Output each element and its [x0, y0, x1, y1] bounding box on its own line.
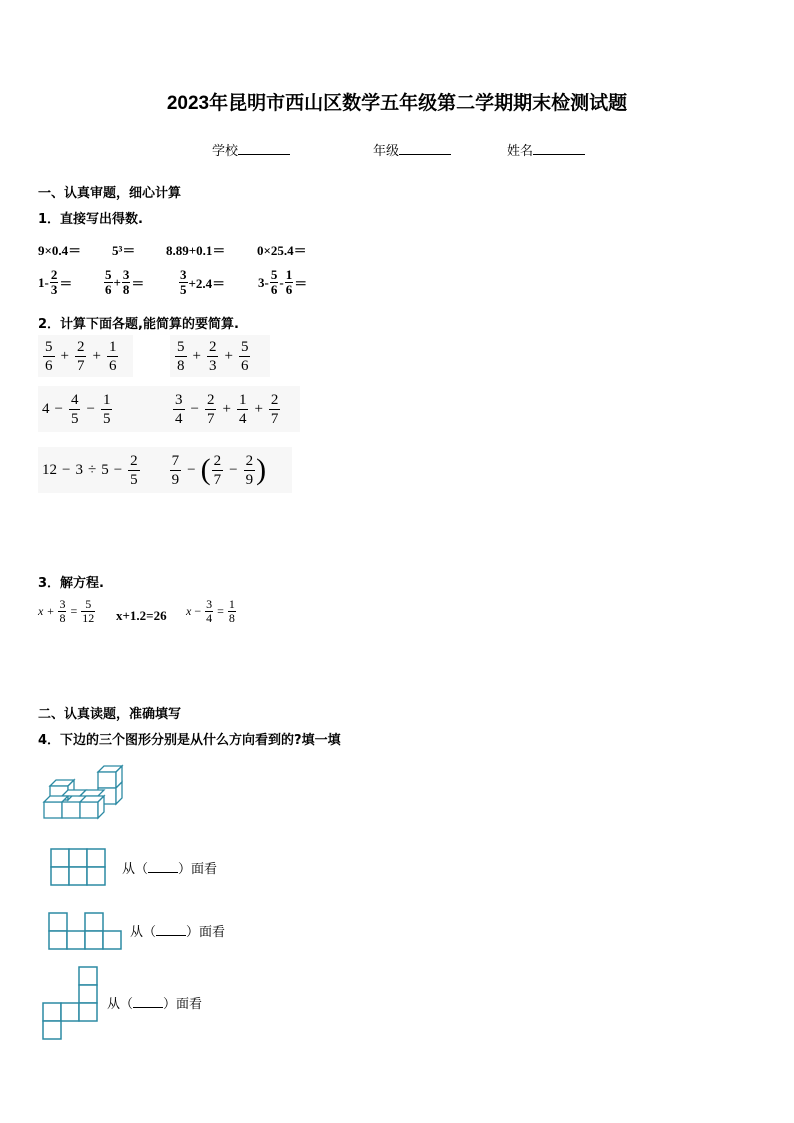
denominator: 9	[171, 471, 180, 488]
numerator: 2	[245, 452, 254, 469]
answer-blank[interactable]	[156, 924, 186, 936]
denominator: 8	[228, 611, 235, 625]
fraction	[212, 452, 224, 489]
name-field	[507, 140, 585, 159]
view-label-1	[122, 858, 217, 877]
numerator: 4	[70, 391, 79, 408]
numerator: 2	[206, 391, 215, 408]
numerator: 2	[130, 452, 138, 469]
fraction	[239, 338, 251, 375]
q1-item-3: 8.89+0.1＝	[166, 243, 226, 258]
left-paren: (	[200, 453, 211, 486]
numerator: 2	[50, 267, 58, 282]
denominator: 7	[213, 471, 222, 488]
denominator: 5	[130, 471, 138, 488]
denominator: 3	[208, 357, 217, 374]
fraction	[244, 452, 256, 489]
grade-blank[interactable]	[399, 142, 451, 155]
q1-item-5-post: ＝	[59, 276, 73, 291]
denominator: 9	[245, 471, 254, 488]
fraction	[179, 268, 188, 297]
school-label: 学校	[212, 144, 239, 159]
q1-item-1: 9×0.4＝	[38, 243, 82, 258]
fraction	[205, 598, 213, 625]
fraction	[173, 391, 185, 428]
numerator: 5	[105, 267, 112, 282]
denominator: 6	[105, 282, 112, 297]
denominator: 5	[180, 282, 187, 297]
cube-stack-figure	[40, 762, 130, 824]
variable: x	[38, 604, 44, 618]
q1-item-8-op: -	[279, 274, 284, 290]
denominator: 5	[102, 410, 111, 427]
answer-blank[interactable]	[133, 996, 163, 1008]
numerator: 5	[240, 338, 249, 355]
fraction	[58, 598, 66, 625]
right-paren: )	[256, 453, 267, 486]
q2-prompt: 2．计算下面各题,能简算的要简算.	[38, 317, 239, 332]
fraction	[50, 268, 59, 297]
q1-item-7	[178, 268, 225, 297]
divide-sign: ÷	[87, 461, 97, 478]
denominator: 8	[59, 611, 66, 625]
numerator: 5	[270, 267, 278, 282]
q1-item-6-post: ＝	[131, 276, 145, 291]
q1-item-8-post: ＝	[294, 276, 308, 291]
numerator: 3	[122, 267, 130, 282]
view-label-from: 从（	[130, 925, 157, 940]
section1-heading: 一、认真审题，细心计算	[38, 186, 182, 201]
number: 12	[42, 461, 57, 478]
plus-sign: +	[92, 347, 101, 364]
fraction	[122, 268, 131, 297]
numerator: 5	[45, 338, 53, 355]
numerator: 3	[59, 597, 66, 611]
plus-sign: +	[224, 347, 233, 364]
minus-sign: −	[54, 400, 63, 417]
numerator: 5	[177, 338, 185, 355]
plus-sign: +	[254, 400, 263, 417]
denominator: 7	[270, 410, 279, 427]
numerator: 3	[180, 267, 187, 282]
fraction	[101, 391, 113, 428]
minus-sign: −	[113, 461, 123, 478]
view-grid-1	[50, 848, 108, 886]
numerator: 2	[270, 391, 279, 408]
fraction	[81, 598, 95, 625]
numerator: 2	[213, 452, 222, 469]
fraction	[69, 391, 81, 428]
numerator: 2	[208, 338, 217, 355]
q2-expression-4	[168, 386, 300, 432]
q3-equation-2: x+1.2=26	[116, 608, 167, 623]
plus-sign: +	[192, 347, 201, 364]
minus-sign: −	[229, 461, 238, 478]
denominator: 6	[108, 357, 117, 374]
denominator: 6	[45, 357, 53, 374]
q2-expression-2	[170, 335, 270, 377]
fraction	[285, 268, 294, 297]
view-label-from: 从（	[122, 862, 149, 877]
school-blank[interactable]	[238, 142, 290, 155]
denominator: 3	[50, 282, 58, 297]
q2-expression-3	[38, 386, 168, 432]
q1-item-8-pre: 3-	[258, 274, 269, 290]
fraction	[228, 598, 236, 625]
denominator: 8	[177, 357, 185, 374]
fraction	[128, 452, 140, 489]
numerator: 3	[175, 391, 183, 408]
numerator: 3	[206, 597, 213, 611]
q4-prompt: 4．下边的三个图形分别是从什么方向看到的?填一填	[38, 733, 341, 748]
equals-sign: =	[217, 604, 224, 618]
q1-item-8	[258, 268, 307, 297]
whole-number: 4	[42, 400, 50, 417]
answer-blank[interactable]	[148, 861, 178, 873]
fraction	[170, 452, 182, 489]
variable: x	[186, 604, 192, 618]
denominator: 12	[82, 611, 95, 625]
q1-item-6-op: +	[113, 274, 121, 290]
denominator: 8	[122, 282, 130, 297]
number: 3	[75, 461, 83, 478]
denominator: 7	[206, 410, 215, 427]
q2-row-3	[38, 447, 292, 493]
grade-field	[373, 140, 451, 159]
denominator: 4	[206, 611, 213, 625]
fraction	[107, 338, 119, 375]
denominator: 6	[285, 282, 293, 297]
q2-expression-5	[42, 452, 141, 489]
numerator: 1	[228, 597, 235, 611]
numerator: 1	[285, 267, 293, 282]
minus-sign: −	[187, 461, 196, 478]
q2-expression-6	[169, 452, 266, 489]
minus-sign: −	[194, 604, 202, 618]
q1-item-6	[103, 268, 144, 297]
fraction	[207, 338, 219, 375]
denominator: 4	[238, 410, 247, 427]
q1-item-5-pre: 1-	[38, 274, 49, 290]
numerator: 7	[171, 452, 180, 469]
name-label: 姓名	[507, 144, 534, 159]
q1-item-5	[38, 268, 72, 297]
numerator: 2	[76, 338, 85, 355]
school-field	[212, 140, 290, 159]
view-label-close: ）面看	[163, 997, 203, 1012]
fraction	[269, 391, 281, 428]
denominator: 4	[175, 410, 183, 427]
minus-sign: −	[86, 400, 95, 417]
fraction	[205, 391, 217, 428]
fraction	[175, 338, 187, 375]
view-grid-3	[42, 966, 100, 1040]
fraction	[270, 268, 279, 297]
numerator: 1	[108, 338, 117, 355]
minus-sign: −	[62, 461, 71, 478]
numerator: 5	[85, 597, 92, 611]
plus-sign: +	[222, 400, 231, 417]
q1-item-7-post: +2.4＝	[188, 276, 226, 291]
denominator: 6	[270, 282, 278, 297]
view-label-close: ）面看	[178, 862, 218, 877]
q1-item-4: 0×25.4＝	[257, 243, 307, 258]
fraction	[237, 391, 249, 428]
name-blank[interactable]	[533, 142, 585, 155]
view-label-from: 从（	[107, 997, 134, 1012]
number: 5	[101, 461, 109, 478]
denominator: 5	[70, 410, 79, 427]
numerator: 1	[102, 391, 111, 408]
view-grid-2	[48, 912, 124, 950]
plus-sign: +	[60, 347, 69, 364]
q2-expression-1	[38, 335, 133, 377]
fraction	[75, 338, 87, 375]
fraction	[104, 268, 113, 297]
denominator: 6	[240, 357, 249, 374]
q3-equation-1	[38, 598, 96, 625]
q1-prompt: 1．直接写出得数.	[38, 212, 143, 227]
minus-sign: −	[190, 400, 199, 417]
fraction	[43, 338, 55, 375]
view-label-3	[107, 993, 202, 1012]
q3-equation-3	[186, 598, 237, 625]
equals-sign: =	[70, 604, 78, 618]
denominator: 7	[76, 357, 85, 374]
view-label-close: ）面看	[186, 925, 226, 940]
plus-sign: +	[46, 604, 55, 618]
grade-label: 年级	[373, 144, 400, 159]
page-title: 2023年昆明市西山区数学五年级第二学期期末检测试题	[166, 93, 628, 114]
view-label-2	[130, 921, 225, 940]
numerator: 1	[238, 391, 247, 408]
q1-item-2: 5³＝	[112, 243, 136, 258]
section2-heading: 二、认真读题，准确填写	[38, 707, 182, 722]
q3-prompt: 3．解方程.	[38, 576, 104, 591]
